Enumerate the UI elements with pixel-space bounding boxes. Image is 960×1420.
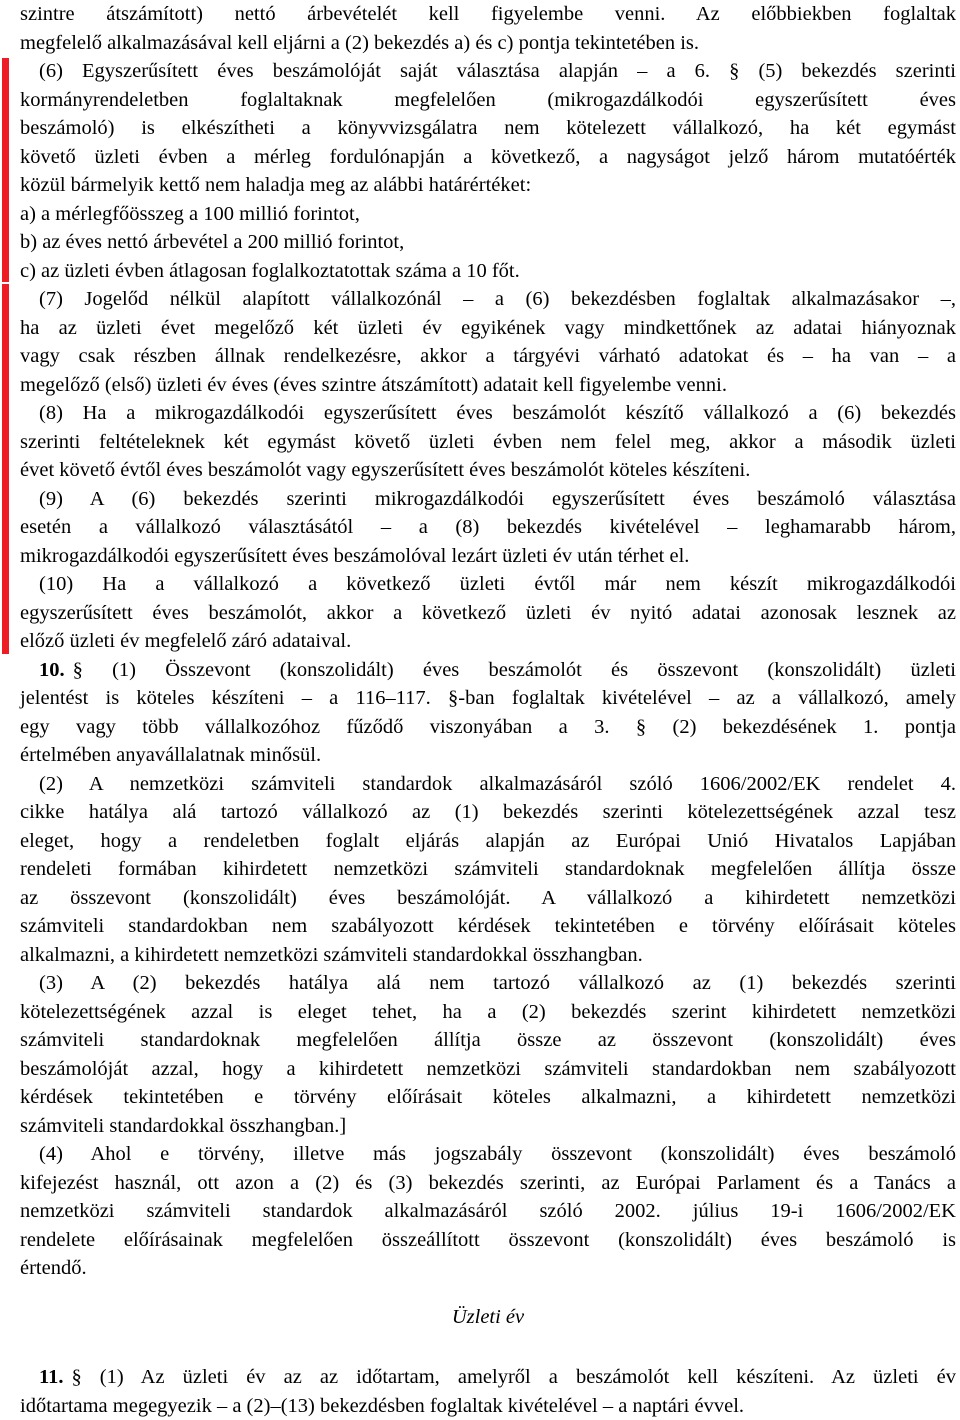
text-line: (3) A (2) bekezdés hatálya alá nem tartozó vállalkozó az (1) bekezdés szerinti: [20, 969, 956, 998]
text-line: ha az üzleti évet megelőző két üzleti év egyikének vagy mindkettőnek az adatai hiányoznak: [20, 314, 956, 343]
text-line: egyszerűsített éves beszámolót, akkor a következő üzleti év nyitó adatai azonosak lesznek az: [20, 599, 956, 628]
text-span: megfelelő alkalmazásával kell eljárni a (2) bekezdés a) és c) pontja tekintetében is.: [20, 32, 699, 54]
text-line: rendeleti formában kihirdetett nemzetközi számviteli standardoknak megfelelően állítja össze: [20, 855, 956, 884]
text-line: előző üzleti év megfelelő záró adataival.: [20, 627, 956, 656]
text-line: egy vagy több vállalkozóhoz fűződő viszonyában a 3. § (2) bekezdésének 1. pontja: [20, 713, 956, 742]
text-line: mikrogazdálkodói egyszerűsített éves beszámolóval lezárt üzleti év után térhet el.: [20, 542, 956, 571]
text-line: cikke hatálya alá tartozó vállalkozó az (1) bekezdés szerinti kötelezettségének azzal tesz: [20, 798, 956, 827]
text-line: értelmében anyavállalatnak minősül.: [20, 741, 956, 770]
text-line: értendő.: [20, 1254, 956, 1283]
section-title-text: Üzleti év: [452, 1306, 524, 1328]
section-number: 11.: [39, 1363, 64, 1392]
list-item: a) a mérlegfőösszeg a 100 millió forintot,: [20, 200, 956, 229]
change-bar: [2, 58, 9, 282]
text-line: szerinti feltételeknek két egymást követő üzleti évben nem felel meg, akkor a második üzleti: [20, 428, 956, 457]
text-line: időtartama megegyezik – a (2)–(13) bekezdésben foglaltak kivételével – a naptári évvel.: [20, 1392, 956, 1420]
text-line: (8) Ha a mikrogazdálkodói egyszerűsített éves beszámolót készítő vállalkozó a (6) bekezdés: [20, 399, 956, 428]
text-line: (2) A nemzetközi számviteli standardok alkalmazásáról szóló 1606/2002/EK rendelet 4.: [20, 770, 956, 799]
list-item: b) az éves nettó árbevétel a 200 millió forintot,: [20, 228, 956, 257]
section-title: [20, 1303, 956, 1332]
text-line: (6) Egyszerűsített éves beszámolóját saját választása alapján – a 6. § (5) bekezdés szerinti: [20, 57, 956, 86]
text-line: (7) Jogelőd nélkül alapított vállalkozónál – a (6) bekezdésben foglaltak alkalmazásakor –,: [20, 285, 956, 314]
text-line: számviteli standardoknak megfelelően állítja össze az összevont (konszolidált) éves: [20, 1026, 956, 1055]
text-line: beszámoló) is elkészítheti a könyvvizsgálatra nem kötelezett vállalkozó, ha két egymást: [20, 114, 956, 143]
text-line: kormányrendeletben foglaltaknak megfelelően (mikrogazdálkodói egyszerűsített éves: [20, 86, 956, 115]
text-line: alkalmazni, a kihirdetett nemzetközi számviteli standardokkal összhangban.: [20, 941, 956, 970]
text-line: (4) Ahol e törvény, illetve más jogszabály összevont (konszolidált) éves beszámoló: [20, 1140, 956, 1169]
text-line: évet követő évtől éves beszámolót vagy egyszerűsített éves beszámolót köteles készíteni.: [20, 456, 956, 485]
change-bar: [2, 284, 9, 654]
list-item: c) az üzleti évben átlagosan foglalkoztatottak száma a 10 főt.: [20, 257, 956, 286]
spacer: [20, 1283, 956, 1303]
section-heading-line: [20, 656, 956, 685]
text-line: kötelezettségének azzal is eleget tehet, ha a (2) bekezdés szerint kihirdetett nemzetközi: [20, 998, 956, 1027]
text-line: kifejezést használ, ott azon a (2) és (3) bekezdés szerinti, az Európai Parlament és a Tanács a: [20, 1169, 956, 1198]
text-line: követő üzleti évben a mérleg fordulónapján a következő, a nagyságot jelző három mutatóérték: [20, 143, 956, 172]
text-line: számviteli standardokkal összhangban.]: [20, 1112, 956, 1141]
section-number: 10.: [39, 656, 65, 685]
text-line: szintre átszámított) nettó árbevételét kell figyelembe venni. Az előbbiekben foglaltak: [20, 0, 956, 29]
spacer: [20, 1331, 956, 1363]
text-line: (9) A (6) bekezdés szerinti mikrogazdálkodói egyszerűsített éves beszámoló választása: [20, 485, 956, 514]
section-heading-line: [20, 1363, 956, 1392]
text-line: közül bármelyik kettő nem haladja meg az alábbi határértéket:: [20, 171, 956, 200]
text-line: kérdések tekintetében e törvény előírásait köteles alkalmazni, a kihirdetett nemzetközi: [20, 1083, 956, 1112]
text-line: esetén a vállalkozó választásától – a (8) bekezdés kivételével – leghamarabb három,: [20, 513, 956, 542]
text-line: vagy csak részben állnak rendelkezésre, akkor a tárgyévi várható adatokat és – ha van – a: [20, 342, 956, 371]
text-line: [20, 29, 956, 58]
text-line: nemzetközi számviteli standardok alkalmazásáról szóló 2002. július 19-i 1606/2002/EK: [20, 1197, 956, 1226]
text-span: § (1) Az üzleti év az az időtartam, amelyről a beszámolót kell készíteni. Az üzleti év: [72, 1363, 957, 1392]
text-span: § (1) Összevont (konszolidált) éves beszámolót és összevont (konszolidált) üzleti: [73, 656, 956, 685]
text-line: az összevont (konszolidált) éves beszámolóját. A vállalkozó a kihirdetett nemzetközi: [20, 884, 956, 913]
text-line: (10) Ha a vállalkozó a következő üzleti évtől már nem készít mikrogazdálkodói: [20, 570, 956, 599]
text-line: megelőző (első) üzleti év éves (éves szintre átszámított) adatait kell figyelembe venni.: [20, 371, 956, 400]
text-line: jelentést is köteles készíteni – a 116–117. §-ban foglaltak kivételével – az a vállalkozó, amely: [20, 684, 956, 713]
text-line: számviteli standardokban nem szabályozott kérdések tekintetében e törvény előírásait köteles: [20, 912, 956, 941]
text-line: rendelete előírásainak megfelelően összeállított összevont (konszolidált) éves beszámoló is: [20, 1226, 956, 1255]
text-line: eleget, hogy a rendeletben foglalt eljárás alapján az Európai Unió Hivatalos Lapjában: [20, 827, 956, 856]
document-page: [20, 0, 956, 1420]
text-line: beszámolóját azzal, hogy a kihirdetett nemzetközi számviteli standardokban nem szabályozott: [20, 1055, 956, 1084]
